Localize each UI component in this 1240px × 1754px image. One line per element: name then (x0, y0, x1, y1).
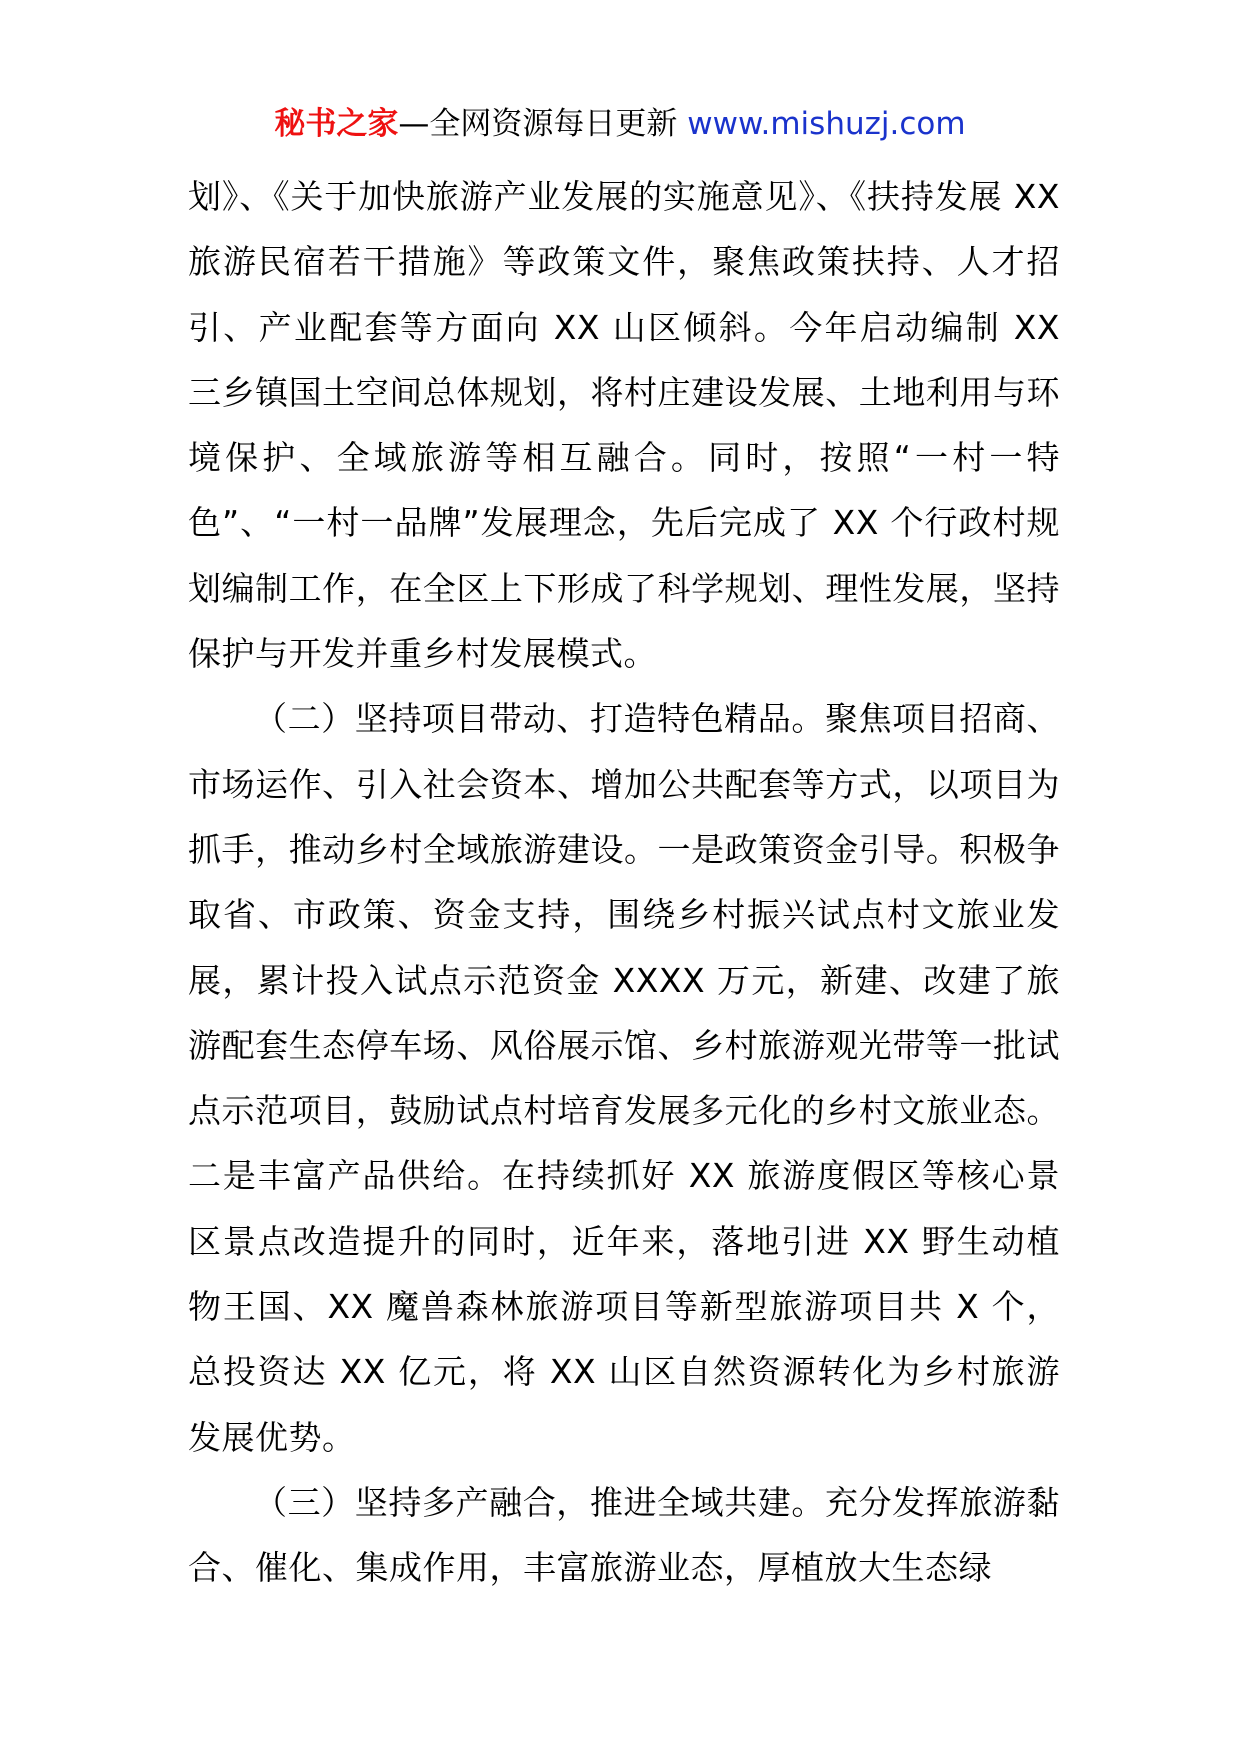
paragraph-section-two: （二）坚持项目带动、打造特色精品。聚焦项目招商、市场运作、引入社会资本、增加公共配套等方式，以项目为抓手，推动乡村全域旅游建设。一是政策资金引导。积极争取省、市政策、资金支持，围绕乡村振兴试点村文旅业发展，累计投入试点示范资金 XXXX 万元，新建、改建了旅游配套生态停车场、风俗展示馆、乡村旅游观光带等一批试点示范项目，鼓励试点村培育发展多元化的乡村文旅业态。二是丰富产品供给。在持续抓好 XX 旅游度假区等核心景区景点改造提升的同时，近年来，落地引进 XX 野生动植物王国、XX 魔兽森林旅游项目等新型旅游项目共 X 个，总投资达 XX 亿元，将 XX 山区自然资源转化为乡村旅游发展优势。 (188, 699, 1060, 1457)
site-url[interactable]: www.mishuzj.com (687, 106, 966, 142)
site-tagline: —全网资源每日更新 (398, 106, 688, 142)
document-body (188, 164, 1060, 1601)
site-header (0, 102, 1240, 146)
site-brand: 秘书之家 (274, 106, 399, 142)
paragraph-continued: 划》、《关于加快旅游产业发展的实施意见》、《扶持发展 XX 旅游民宿若干措施》等政策文件，聚焦政策扶持、人才招引、产业配套等方面向 XX 山区倾斜。今年启动编制 XX 三乡镇国土空间总体规划，将村庄建设发展、土地利用与环境保护、全域旅游等相互融合。同时，按照“一村一特色”、“一村一品牌”发展理念，先后完成了 XX 个行政村规划编制工作，在全区上下形成了科学规划、理性发展，坚持保护与开发并重乡村发展模式。 (188, 177, 1060, 674)
paragraph-section-three: （三）坚持多产融合，推进全域共建。充分发挥旅游黏合、催化、集成作用，丰富旅游业态，厚植放大生态绿 (188, 1482, 1060, 1588)
